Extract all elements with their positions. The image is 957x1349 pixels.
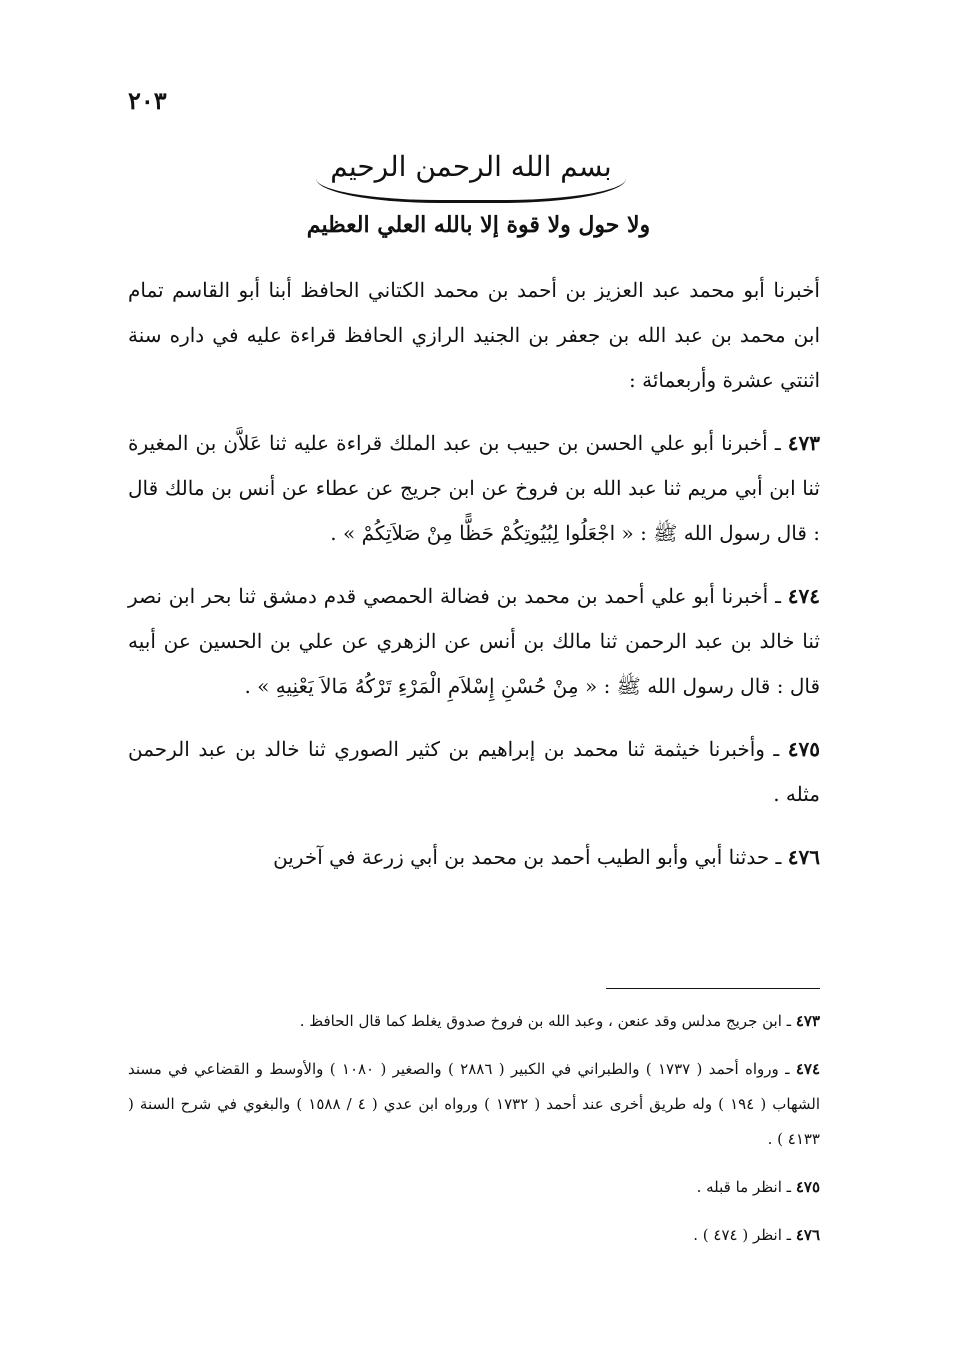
hadith-separator: ـ <box>767 431 788 455</box>
footnote-text: انظر ( ٤٧٤ ) . <box>693 1226 782 1244</box>
hadith-number: ٤٧٤ <box>787 584 820 608</box>
footnote <box>128 1170 820 1205</box>
footnote-number: ٤٧٥ <box>795 1178 820 1196</box>
footnote-text: ابن جريج مدلس وقد عنعن ، وعبد الله بن فروخ صدوق يغلط كما قال الحافظ . <box>299 1012 782 1030</box>
footnote-separator: ـ <box>781 1178 796 1196</box>
footnote <box>128 1052 820 1157</box>
basmala-calligraphy: بسم الله الرحمن الرحيم <box>316 142 626 203</box>
hadith-text: وأخبرنا خيثمة ثنا محمد بن إبراهيم بن كثير الصوري ثنا خالد بن عبد الرحمن مثله . <box>128 737 820 806</box>
hadith-number: ٤٧٦ <box>787 845 820 869</box>
page-number: ٢٠٣ <box>128 86 167 115</box>
footnote-text: ورواه أحمد ( ١٧٣٧ ) والطبراني في الكبير ( ٢٨٨٦ ) والصغير ( ١٠٨٠ ) والأوسط و القضاعي في مسند الشهاب ( ١٩٤ ) وله طريق أخرى عند أحمد ( ١٧٣٢ ) ورواه ابن عدي ( ٤ / ١٥٨٨ ) والبغوي في شرح السنة ( ٤١٣٣ ) . <box>128 1060 820 1148</box>
footnote-separator: ـ <box>778 1060 796 1078</box>
hadith-paragraph <box>128 727 820 817</box>
invocation-heading: ولا حول ولا قوة إلا بالله العلي العظيم <box>306 212 651 238</box>
hadith-number: ٤٧٣ <box>787 431 820 455</box>
footnotes <box>128 1004 820 1266</box>
footnote-number: ٤٧٦ <box>795 1226 820 1244</box>
intro-paragraph: أخبرنا أبو محمد عبد العزيز بن أحمد بن محمد الكتاني الحافظ أبنا أبو القاسم تمام ابن محمد بن عبد الله بن جعفر بن الجنيد الرازي الحافظ قراءة عليه في داره سنة اثنتي عشرة وأربعمائة : <box>128 278 820 392</box>
hadith-paragraph <box>128 421 820 556</box>
footnote-number: ٤٧٤ <box>795 1060 820 1078</box>
footnote-separator: ـ <box>781 1012 796 1030</box>
footnote-number: ٤٧٣ <box>795 1012 820 1030</box>
hadith-number: ٤٧٥ <box>787 737 820 761</box>
hadith-text: أخبرنا أبو علي الحسن بن حبيب بن عبد الملك قراءة عليه ثنا عَلاَّن بن المغيرة ثنا ابن أبي مريم ثنا عبد الله بن فروخ عن ابن جريج عن عطاء عن أنس بن مالك قال : قال رسول الله ﷺ : « اجْعَلُوا لِبُيُوتِكُمْ حَظًّا مِنْ صَلاَتِكُمْ » . <box>128 431 820 545</box>
footnote-separator: ـ <box>781 1226 796 1244</box>
footnote <box>128 1004 820 1039</box>
hadith-paragraph <box>128 574 820 709</box>
footnote <box>128 1218 820 1253</box>
hadith-separator: ـ <box>764 737 788 761</box>
hadith-text: أخبرنا أبو علي أحمد بن محمد بن فضالة الحمصي قدم دمشق ثنا بحر ابن نصر ثنا خالد بن عبد الرحمن ثنا مالك بن أنس عن الزهري عن علي بن الحسين عن أبيه قال : قال رسول الله ﷺ : « مِنْ حُسْنِ إِسْلاَمِ الْمَرْءِ تَرْكُهُ مَالاَ يَعْنِيهِ » . <box>128 584 820 698</box>
hadith-separator: ـ <box>768 584 788 608</box>
footnote-text: انظر ما قبله . <box>696 1178 782 1196</box>
hadith-text: حدثنا أبي وأبو الطيب أحمد بن محمد بن أبي زرعة في آخرين <box>273 845 770 869</box>
hadith-paragraph <box>128 835 820 880</box>
footnote-divider <box>606 988 820 989</box>
hadith-separator: ـ <box>769 845 788 869</box>
main-text <box>128 268 820 898</box>
